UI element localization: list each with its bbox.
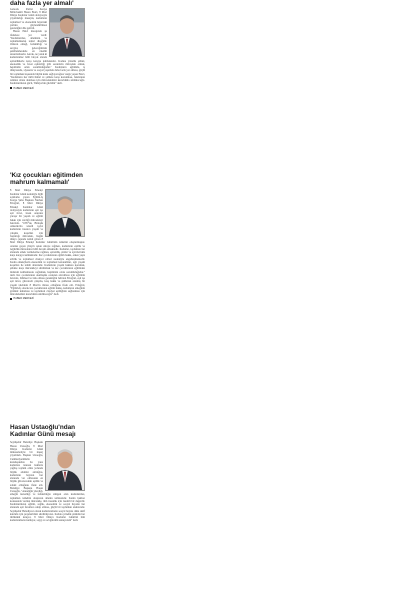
article-headline: Hasan Ustaoğlu'ndan Kadınlar Günü mesajı [10, 424, 76, 439]
portrait-photo [45, 189, 85, 237]
article-ustaoglu [10, 424, 85, 523]
square-bullet-icon [10, 87, 12, 89]
article-paragraph: Seydişehir Belediye Başkanı Hasan Ustaoğlu, 8 Mart Dünya Kadınlar Günü münasebetiyle bir mesaj yayımladı. Başkan Ustaoğlu, Cumhuriyetimizin kuruluşundan bu yana kadınlara tanınan haklarla çağdaş toplum olma yolunda büyük adımlar atıldığını, kadınların hayatın her alanında var olmasının en büyük güvencesinin eşitlik ve adalet olduğunu ifade etti. Belediye Başkanı Hasan Ustaoğlu, "Anneliğin yüceliği, emeğin kutsallığı ve fedakârlığın simgesi olan kadınlarımız, toplumun temelini oluşturan ailenin teminatıdır. Kadın hakları konusunda verilen mücadele, tüm insanlık için önemli bir değerdir. Kadınlarımızın eğitim, sağlık, ekonomik ve sosyal hayatın her alanında eşit fırsatlara sahip olması, güçlü bir toplumun anahtarıdır. Seydişehir Belediyesi olarak kadınlarımızın sosyal hayata daha aktif katılımı için projelerimizi sürdürüyoruz. Kadına yönelik şiddetin her türlüsünü kınıyor, 8 Mart Dünya Kadınlar Günü'nü tüm kadınlarımızın kutluyor, saygı ve sevgilerimi sunuyorum" dedi. [10, 441, 85, 523]
article-ertugrul [10, 172, 85, 300]
square-bullet-icon [10, 298, 12, 300]
article-paragraph: Gelecek Partisi Konya Milletvekili Hasan Ekici, 8 Mart Dünya Kadınlar Günü dolayısıyla yayımladığı mesajda, kadınların toplumsal ve ekonomik hayattaki yerinin güçlendirilmesi gerektiğini dile getirdi. [10, 7, 47, 31]
article-paragraph: Hasan Ekici mesajında şu ifadelere yer verdi: "Kadınlarımız, ailemizin ve toplumumuzun temel direğidir. Onların emeği, fedakârlığı ve sevgisi, geleceğimizin şekillenmesinde en önemli unsurlardandır. Ancak, ne yazık ki kadınlarımız hâlâ birçok alanda eşitsizliklerle karşı karşıya kalmaktadır. Kadına yönelik şiddet, ekonomik ve fırsat eşitsizliği gibi sorunlarla mücadele etmek, hepimizin ortak sorumluluğudur." Kadınların eğitimde, iş dünyasında, siyasette ve sosyal yaşamda daha fazla yer alması, güçlü bir toplumun inşasında büyük katkı sağlayacağına vurgu yapan Ekici, "Kadınların her türlü ihmal ve şiddete karşı korunması, haklarının teminat altına alınması için mücadelemizi kararlılıkla sürdüreceğiz. Kadınlarımızın gücü, Türkiye'nin gücüdür" dedi. [10, 30, 85, 86]
article-byline [10, 297, 85, 300]
article-headline: 'Kız çocukları eğitimden mahrum kalmamalı' [10, 172, 83, 187]
portrait-photo [49, 8, 85, 57]
article-paragraph: 8 Mart Dünya Emekçi Kadınlar Günü nedeniyle ilgili açıklama yapan Eğitim-İş Konya Şube Başkanı Nurhan Ertuğrul, 8 Mart Dünya Emekçi Kadınlar Günü dolayısıyla kadınların eşit işe eşit ücret, insan onuruna yaraşır bir yaşam ve eğitim hakkı için verdiği mücadeleyi hatırlattı. "1857'de, Birleşik Amerika'da tekstil işçisi kadınların insanca yaşam ve çalışma koşulları için başlattığı mücadele, bugün dünya çapında kabul gören 8 Mart Dünya Emekçi Kadınlar Günü'nün temelini oluşturmuştur. Aradan geçen yüzyılı aşkın süreye rağmen, kadınların eşitlik ve özgürlük mücadelesi hâlâ devam etmektedir. Kadınlar, toplumun her alanında emek vermelerine rağmen, eşitsizlik, şiddet ve ayrımcılıkla karşı karşıya kalmaktadır. Kız çocuklarının eğitim hakkı, erken yaşta evlilik ve toplumsal cinsiyet rolleri nedeniyle engellenmektedir. Kadın emekçilerin ekonomik ve toplumsal kazanımları, ağır yaşam koşulları ile tehdit altındadır. Kadınların yaşam hakkını korumak, şiddete karşı mücadeleyi sürdürmek ve kız çocuklarının eğitimden mahrum kalmamasını sağlamak, hepimizin ortak sorumluluğudur." dedi. Kız çocuklarının okullaşma oranının artırılması için eğitimin ücretsiz, bilimsel ve laik olması gerektiğini belirten Ertuğrul, eşit işe eşit ücret, güvenceli çalışma, kreş hakkı ve şiddetten arınmış bir yaşam talebinin 8 Mart'ın mirası olduğunu ifade etti. Ertuğrul, "Eğitim-İş olarak kız çocuklarının eğitim hakkı, kadınların emeğinin görünür kılınması ve toplumsal cinsiyet eşitliğinin sağlanması için mücadelemizi kararlılıkla sürdüreceğiz" dedi. [10, 189, 85, 297]
article-ekici [10, 0, 85, 90]
byline-text: HABER MERKEZİ [13, 297, 34, 301]
portrait-photo [45, 441, 85, 491]
article-byline [10, 87, 85, 90]
byline-text: HABER MERKEZİ [13, 86, 34, 90]
article-headline: daha fazla yer almalı' [10, 0, 74, 7]
